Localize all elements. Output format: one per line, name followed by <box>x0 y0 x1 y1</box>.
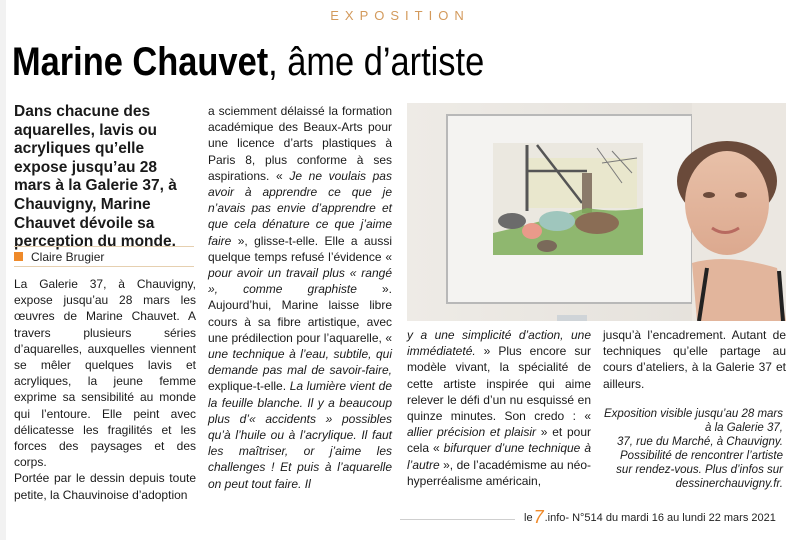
body-text: » Plus encore sur modèle vivant, la spécialité de cette artiste inspirée qui aime relever le défi d’un nu esquissé en quinze minutes. Son credo : « <box>407 344 591 424</box>
quote: allier précision et plaisir <box>407 425 537 440</box>
footer-rule <box>400 519 515 520</box>
body-paragraph <box>208 103 392 492</box>
body-text: explique-t-elle. <box>208 379 290 394</box>
headline-name: Marine Chauvet <box>12 40 269 84</box>
body-paragraph: La Galerie 37, à Chauvigny, expose jusqu’au 28 mars les œuvres de Marine Chauvet. A travers plusieurs séries d’aquarelles, auxquelles viennent se mêler quelques lavis et acryliques, la jeune femme exprime sa sensibilité au monde qui l’entoure. Elle peint avec délicatesse les fragilités et les forces des paysages et des corps. <box>14 277 196 470</box>
author-name: Claire Brugier <box>31 249 105 264</box>
page-edge <box>0 0 6 540</box>
headline-subtitle: , âme d’artiste <box>268 40 485 84</box>
quote: pour avoir un travail plus « rangé », comme graphiste <box>208 266 392 297</box>
body-paragraph: jusqu’à l’encadrement. Autant de techniques qu’elle partage au cours d’ateliers, à la Galerie 37 et ailleurs. <box>603 328 786 391</box>
info-line: Exposition visible jusqu’au 28 mars à la Galerie 37, <box>604 408 783 434</box>
lede-paragraph: Dans chacune des aquarelles, lavis ou acryliques qu’elle expose jusqu’au 28 mars à la Galerie 37, à Chauvigny, Marine Chauvet dévoile sa perception du monde. <box>14 103 177 251</box>
artist-photo <box>407 103 786 321</box>
brand-suffix: .info <box>544 512 566 524</box>
byline-square-icon <box>14 252 23 261</box>
section-kicker: EXPOSITION <box>330 8 470 23</box>
body-text: ». Aujourd’hui, Marine laisse libre cours à sa fibre artistique, avec une prédilection pour l’aquarelle, « <box>208 282 393 345</box>
body-paragraph <box>407 327 591 489</box>
body-text: » et pour cela « <box>407 425 592 456</box>
quote: bifurquer d’une technique à l’autre <box>407 441 591 472</box>
body-paragraph: Portée par le dessin depuis toute petite, la Chauvinoise d’adoption <box>14 471 196 502</box>
brand-seven-logo-icon: 7 <box>533 507 544 527</box>
quote: y a une simplicité d’action, une immédiateté. <box>407 328 591 359</box>
info-line: 37, rue du Marché, à Chauvigny. <box>617 436 783 448</box>
body-column-3 <box>407 327 591 489</box>
footer-folio <box>524 507 776 527</box>
body-text: a sciemment délaissé la formation académique des Beaux-Arts pour une licence d’arts plastiques à Paris 8, plus conforme à ses aspirations. « <box>208 104 392 183</box>
issue-info: - N°514 du mardi 16 au lundi 22 mars 2021 <box>565 512 776 524</box>
quote: Je ne voulais pas avoir à apprendre ce que je n’avais pas envie d’apprendre et que cela dénature ce que j’aime faire <box>208 168 392 248</box>
quote: La lumière vient de la feuille blanche. Il y a beaucoup plus d’« accidents » possibles qu’à l’huile ou à l’acrylique. Il faut les maîtriser, or j’aime les challenges ! Et puis à l’aquarelle on peut tout faire. Il <box>208 379 393 491</box>
quote: une technique à l’eau, subtile, qui demande pas mal de savoir-faire, <box>208 347 392 378</box>
photo-illustration <box>407 103 786 321</box>
info-line: Possibilité de rencontrer l’artiste sur rendez-vous. Plus d’infos sur dessinerchauvigny.fr. <box>616 450 783 490</box>
body-column-4 <box>603 327 786 392</box>
headline <box>12 38 484 86</box>
exhibition-info-box <box>603 407 783 491</box>
byline <box>14 246 194 267</box>
body-text: », glisse-t-elle. Elle a aussi quelque temps refusé l’évidence « <box>208 233 392 264</box>
body-text: », de l’académisme au néo-hyperréalisme américain, <box>407 457 591 488</box>
brand-prefix: le <box>524 512 533 524</box>
body-column-2 <box>208 103 392 492</box>
body-column-1 <box>14 276 196 503</box>
